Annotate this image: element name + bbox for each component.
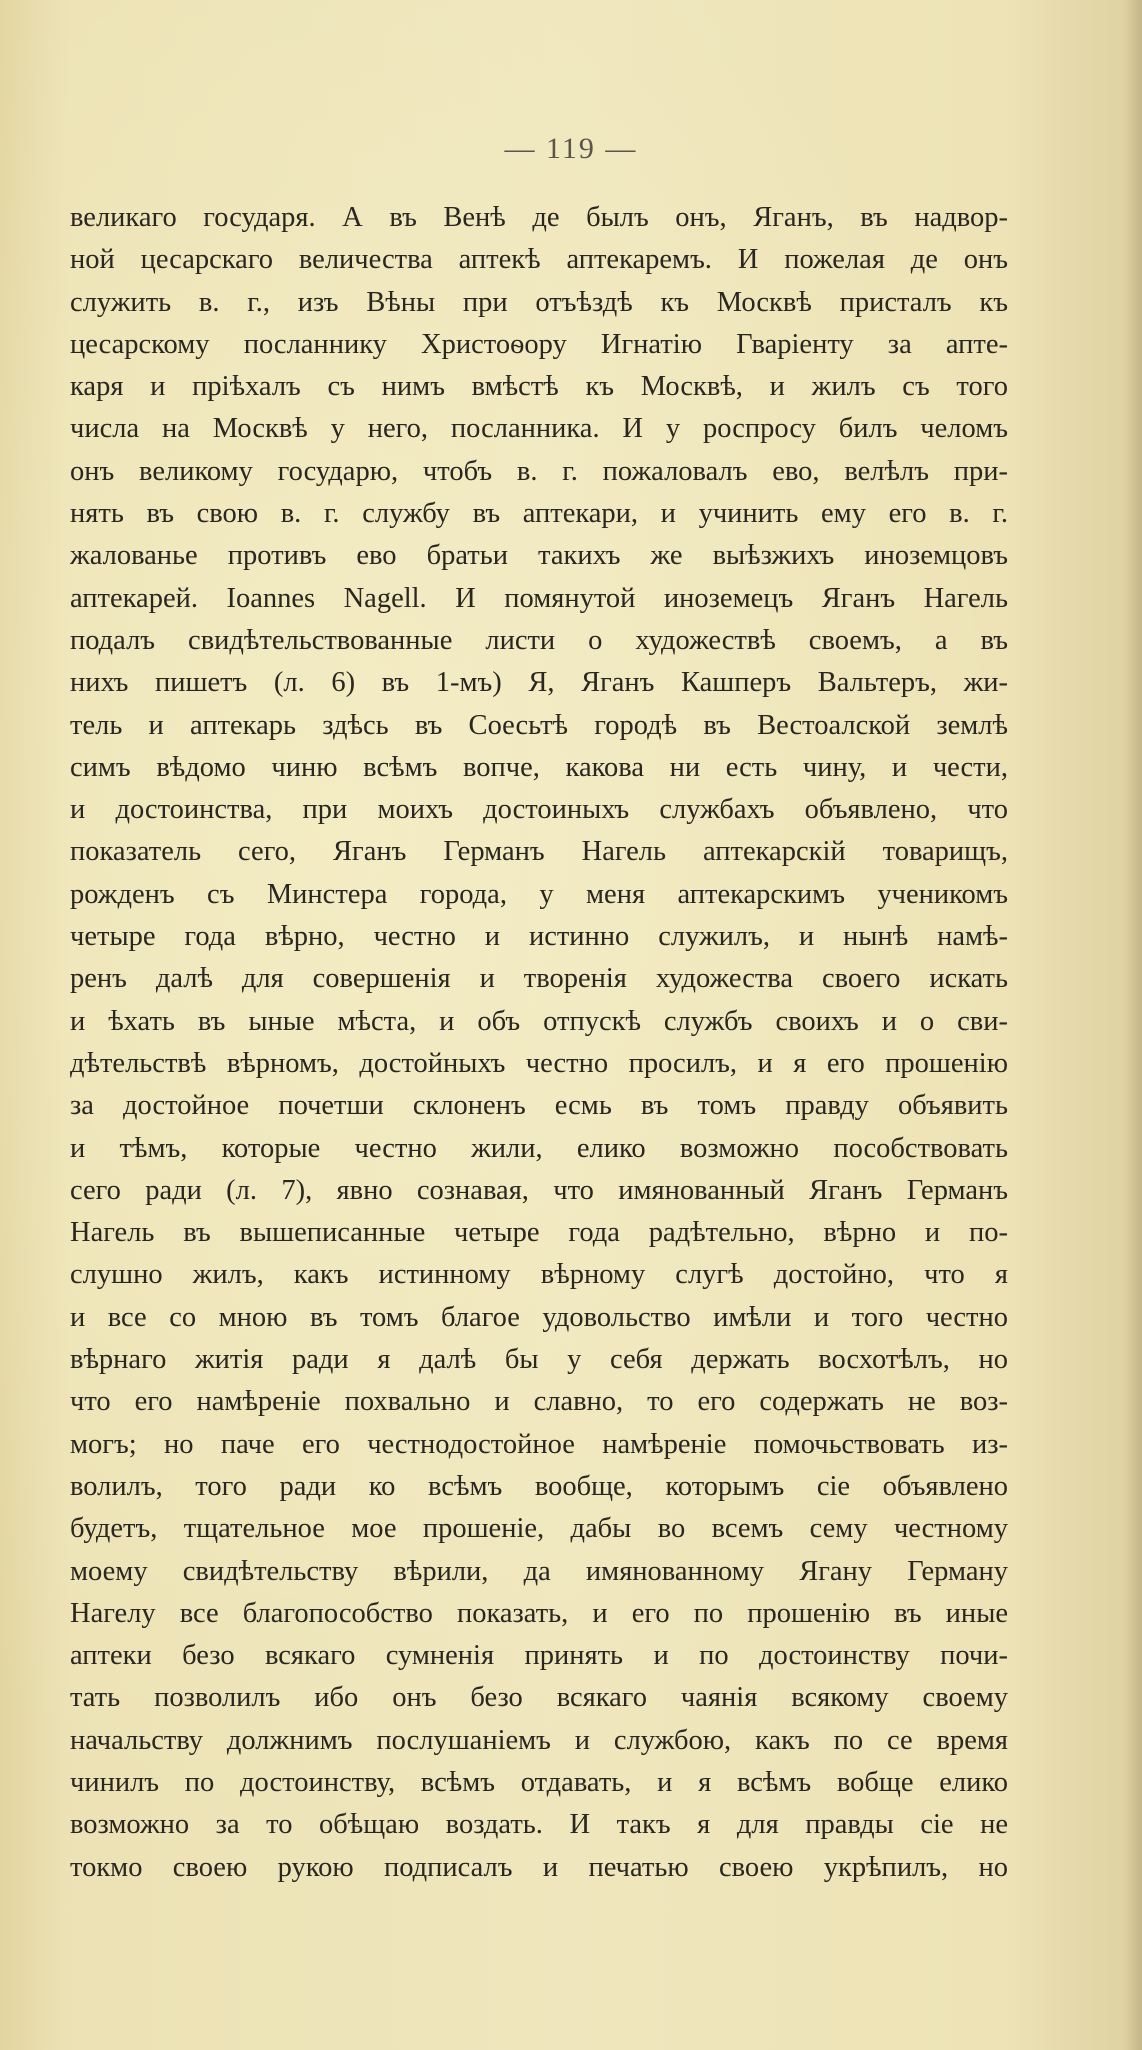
text-line: Нагелу все благопособство показать, и его по прошенію въ иные [70,1597,1008,1629]
text-line: служить в. г., изъ Вѣны при отъѣздѣ къ Москвѣ присталъ къ [70,286,1008,318]
text-line: числа на Москвѣ у него, посланника. И у роспросу билъ челомъ [70,413,1008,445]
text-line: и тѣмъ, которые честно жили, елико возможно пособствовать [70,1132,1008,1164]
text-line: рожденъ съ Минстера города, у меня аптекарскимъ ученикомъ [70,878,1008,910]
text-line: могъ; но паче его честнодостойное намѣреніе помочьствовать из- [70,1428,1008,1460]
text-line: волилъ, того ради ко всѣмъ вообще, которымъ сіе объявлено [70,1470,1008,1502]
page-edge-shadow [1124,0,1142,2050]
text-line: и все со мною въ томъ благое удовольство имѣли и того честно [70,1301,1008,1333]
text-line: начальству должнимъ послушаніемъ и службою, какъ по се время [70,1724,1008,1756]
text-line: дѣтельствѣ вѣрномъ, достойныхъ честно просилъ, и я его прошенію [70,1047,1008,1079]
text-line: симъ вѣдомо чиню всѣмъ вопче, какова ни есть чину, и чести, [70,751,1008,783]
text-line: четыре года вѣрно, честно и истинно служилъ, и нынѣ намѣ- [70,921,1008,953]
text-line: токмо своею рукою подписалъ и печатью своею укрѣпилъ, но [70,1851,1008,1883]
text-line: и ѣхать въ ыные мѣста, и объ отпускѣ службъ своихъ и о сви- [70,1005,1008,1037]
text-line: вѣрнаго житія ради я далѣ бы у себя держать восхотѣлъ, но [70,1344,1008,1376]
text-line: подалъ свидѣтельствованные листи о художествѣ своемъ, а въ [70,624,1008,656]
text-line: тать позволилъ ибо онъ безо всякаго чаянія всякому своему [70,1682,1008,1714]
text-line: аптекарей. Ioannes Nagell. И помянутой иноземецъ Яганъ Нагель [70,582,1008,614]
text-line: цесарскому посланнику Христоѳору Игнатію Гваріенту за апте- [70,328,1008,360]
text-line: аптеки безо всякаго сумненія принять и по достоинству почи- [70,1640,1008,1672]
text-line: моему свидѣтельству вѣрили, да имянованному Ягану Герману [70,1555,1008,1587]
text-line: ной цесарскаго величества аптекѣ аптекаремъ. И пожелая де онъ [70,244,1008,276]
text-line: тель и аптекарь здѣсь въ Соесьтѣ городѣ въ Вестоалской землѣ [70,709,1008,741]
text-line: показатель сего, Яганъ Германъ Нагель аптекарскій товарищъ, [70,836,1008,868]
text-line: жалованье противъ ево братьи такихъ же выѣзжихъ иноземцовъ [70,540,1008,572]
text-line: сего ради (л. 7), явно сознавая, что имянованный Яганъ Германъ [70,1174,1008,1206]
text-line: каря и пріѣхалъ съ нимъ вмѣстѣ къ Москвѣ, и жилъ съ того [70,371,1008,403]
text-line: онъ великому государю, чтобъ в. г. пожаловалъ ево, велѣлъ при- [70,455,1008,487]
page-number: — 119 — [504,132,638,165]
text-line: слушно жилъ, какъ истинному вѣрному слугѣ достойно, что я [70,1259,1008,1291]
text-line: и достоинства, при моихъ достоиныхъ службахъ объявлено, что [70,794,1008,826]
text-line: ренъ далѣ для совершенія и творенія художества своего искать [70,963,1008,995]
body-text [70,197,1008,1889]
text-line: Нагель въ вышеписанные четыре года радѣтельно, вѣрно и по- [70,1217,1008,1249]
text-line: возможно за то обѣщаю воздать. И такъ я для правды сіе не [70,1809,1008,1841]
text-line: за достойное почетши склоненъ есмь въ томъ правду объявить [70,1090,1008,1122]
text-line: нять въ свою в. г. службу въ аптекари, и учинить ему его в. г. [70,498,1008,530]
text-line: будетъ, тщательное мое прошеніе, дабы во всемъ сему честному [70,1513,1008,1545]
text-line: нихъ пишетъ (л. 6) въ 1-мъ) Я, Яганъ Кашперъ Вальтеръ, жи- [70,667,1008,699]
text-line: чинилъ по достоинству, всѣмъ отдавать, и я всѣмъ вобще елико [70,1766,1008,1798]
text-line: великаго государя. А въ Венѣ де былъ онъ, Яганъ, въ надвор- [70,202,1008,233]
text-line: что его намѣреніе похвально и славно, то его содержать не воз- [70,1386,1008,1418]
